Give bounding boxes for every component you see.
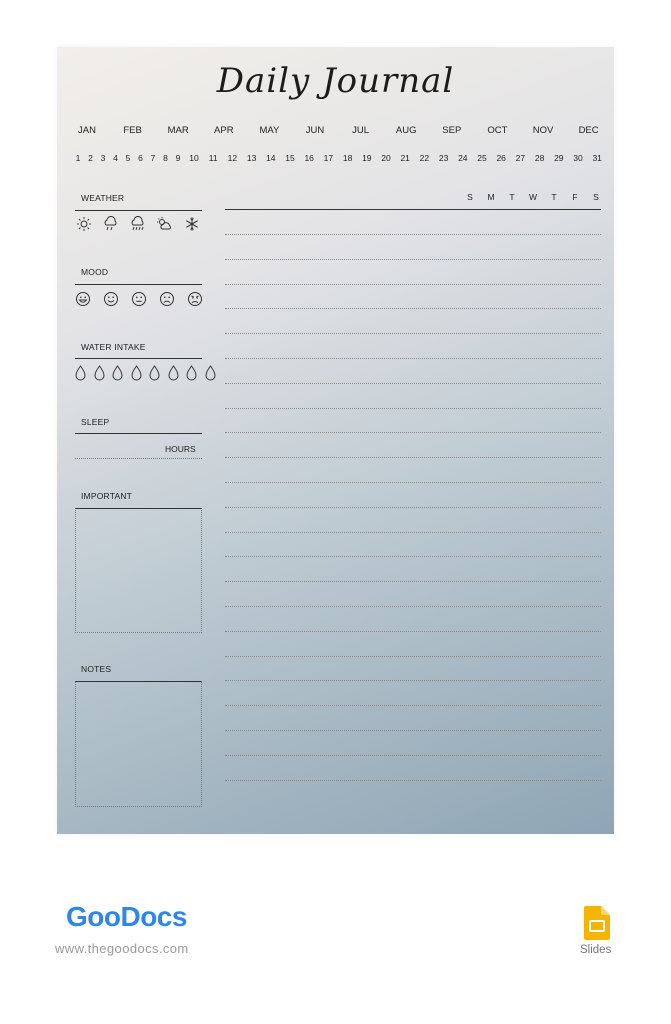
water-drop-icon[interactable] bbox=[149, 365, 160, 381]
notes-label: NOTES bbox=[81, 664, 112, 674]
very-happy-face-icon[interactable] bbox=[75, 291, 91, 307]
journal-line[interactable] bbox=[225, 606, 601, 607]
day-27[interactable]: 27 bbox=[515, 153, 526, 163]
weekday-0[interactable]: S bbox=[467, 192, 473, 202]
sad-face-icon[interactable] bbox=[159, 291, 175, 307]
mood-icons bbox=[75, 291, 203, 307]
journal-line[interactable] bbox=[225, 631, 601, 632]
weekday-5[interactable]: F bbox=[572, 192, 578, 202]
day-25[interactable]: 25 bbox=[477, 153, 487, 163]
day-11[interactable]: 11 bbox=[208, 153, 218, 163]
journal-line[interactable] bbox=[225, 680, 601, 681]
day-12[interactable]: 12 bbox=[227, 153, 238, 163]
water-drops bbox=[75, 365, 216, 381]
journal-line[interactable] bbox=[225, 383, 601, 384]
sun-cloud-icon[interactable] bbox=[156, 216, 174, 232]
month-jan[interactable]: JAN bbox=[78, 125, 96, 136]
weather-icons bbox=[75, 216, 201, 232]
weekday-row bbox=[462, 192, 602, 204]
weekday-4[interactable]: T bbox=[551, 192, 557, 202]
journal-top-line bbox=[225, 209, 601, 210]
important-label: IMPORTANT bbox=[81, 491, 133, 501]
month-feb[interactable]: FEB bbox=[123, 125, 142, 136]
day-13[interactable]: 13 bbox=[246, 153, 257, 163]
month-oct[interactable]: OCT bbox=[487, 125, 508, 136]
angry-face-icon[interactable] bbox=[187, 291, 203, 307]
day-30[interactable]: 30 bbox=[573, 153, 583, 163]
important-box[interactable] bbox=[75, 508, 202, 633]
water-drop-icon[interactable] bbox=[112, 365, 123, 381]
journal-line[interactable] bbox=[225, 457, 601, 458]
month-aug[interactable]: AUG bbox=[395, 125, 417, 136]
month-sep[interactable]: SEP bbox=[442, 125, 462, 136]
day-26[interactable]: 26 bbox=[496, 153, 506, 163]
month-dec[interactable]: DEC bbox=[578, 125, 599, 136]
journal-line[interactable] bbox=[225, 532, 601, 533]
weekday-2[interactable]: T bbox=[509, 192, 515, 202]
day-row bbox=[57, 153, 614, 165]
month-apr[interactable]: APR bbox=[214, 125, 234, 136]
journal-line[interactable] bbox=[225, 581, 601, 582]
journal-line[interactable] bbox=[225, 408, 601, 409]
day-20[interactable]: 20 bbox=[381, 153, 391, 163]
hours-label: HOURS bbox=[165, 444, 196, 454]
day-1[interactable]: 1 bbox=[75, 153, 81, 163]
water-drop-icon[interactable] bbox=[186, 365, 197, 381]
journal-line[interactable] bbox=[225, 308, 601, 309]
weekday-6[interactable]: S bbox=[593, 192, 599, 202]
water-drop-icon[interactable] bbox=[94, 365, 105, 381]
day-9[interactable]: 9 bbox=[175, 153, 181, 163]
journal-line[interactable] bbox=[225, 656, 601, 657]
day-6[interactable]: 6 bbox=[138, 153, 143, 163]
journal-line[interactable] bbox=[225, 284, 601, 285]
mood-divider bbox=[75, 284, 202, 285]
cloud-rain-icon[interactable] bbox=[102, 216, 120, 232]
month-jun[interactable]: JUN bbox=[305, 125, 325, 136]
journal-line[interactable] bbox=[225, 755, 601, 756]
day-16[interactable]: 16 bbox=[304, 153, 314, 163]
day-4[interactable]: 4 bbox=[113, 153, 118, 163]
day-29[interactable]: 29 bbox=[554, 153, 564, 163]
journal-line[interactable] bbox=[225, 730, 601, 731]
weather-divider bbox=[75, 210, 202, 211]
month-row bbox=[57, 125, 614, 139]
website-url: www.thegoodocs.com bbox=[55, 941, 189, 956]
day-3[interactable]: 3 bbox=[100, 153, 106, 163]
month-nov[interactable]: NOV bbox=[532, 125, 554, 136]
slides-label: Slides bbox=[580, 944, 612, 956]
day-7[interactable]: 7 bbox=[150, 153, 156, 163]
neutral-face-icon[interactable] bbox=[131, 291, 147, 307]
day-2[interactable]: 2 bbox=[88, 153, 93, 163]
journal-line[interactable] bbox=[225, 358, 601, 359]
journal-line[interactable] bbox=[225, 259, 601, 260]
day-24[interactable]: 24 bbox=[458, 153, 468, 163]
sun-icon[interactable] bbox=[75, 216, 93, 232]
month-may[interactable]: MAY bbox=[259, 125, 280, 136]
water-divider bbox=[75, 358, 202, 359]
cloud-heavy-rain-icon[interactable] bbox=[129, 216, 147, 232]
day-23[interactable]: 23 bbox=[438, 153, 449, 163]
journal-line[interactable] bbox=[225, 507, 601, 508]
water-drop-icon[interactable] bbox=[205, 365, 216, 381]
google-slides-icon bbox=[584, 906, 610, 940]
month-jul[interactable]: JUL bbox=[352, 125, 370, 136]
notes-box[interactable] bbox=[75, 681, 202, 807]
happy-face-icon[interactable] bbox=[103, 291, 119, 307]
day-10[interactable]: 10 bbox=[189, 153, 199, 163]
journal-line[interactable] bbox=[225, 780, 601, 781]
snowflake-icon[interactable] bbox=[183, 216, 201, 232]
day-5[interactable]: 5 bbox=[125, 153, 131, 163]
day-15[interactable]: 15 bbox=[285, 153, 295, 163]
weekday-1[interactable]: M bbox=[487, 192, 495, 202]
day-19[interactable]: 19 bbox=[362, 153, 372, 163]
water-drop-icon[interactable] bbox=[75, 365, 86, 381]
page-title: Daily Journal bbox=[216, 61, 455, 101]
journal-line[interactable] bbox=[225, 432, 601, 433]
journal-line[interactable] bbox=[225, 482, 601, 483]
journal-page bbox=[57, 47, 614, 834]
day-31[interactable]: 31 bbox=[592, 153, 602, 163]
journal-line[interactable] bbox=[225, 705, 601, 706]
goodocs-logo: GooDocs bbox=[66, 901, 187, 932]
weather-label: WEATHER bbox=[81, 193, 125, 203]
weekday-3[interactable]: W bbox=[528, 192, 538, 202]
journal-line[interactable] bbox=[225, 333, 601, 334]
day-21[interactable]: 21 bbox=[400, 153, 410, 163]
water-drop-icon[interactable] bbox=[131, 365, 142, 381]
sleep-divider bbox=[75, 433, 202, 434]
day-14[interactable]: 14 bbox=[266, 153, 276, 163]
water-drop-icon[interactable] bbox=[168, 365, 179, 381]
sleep-label: SLEEP bbox=[81, 417, 110, 427]
day-18[interactable]: 18 bbox=[342, 153, 353, 163]
day-17[interactable]: 17 bbox=[323, 153, 334, 163]
day-22[interactable]: 22 bbox=[419, 153, 430, 163]
day-28[interactable]: 28 bbox=[534, 153, 545, 163]
journal-line[interactable] bbox=[225, 556, 601, 557]
mood-label: MOOD bbox=[81, 267, 109, 277]
day-8[interactable]: 8 bbox=[163, 153, 168, 163]
sleep-hours-field[interactable] bbox=[75, 458, 202, 459]
journal-line[interactable] bbox=[225, 234, 601, 235]
water-intake-label: WATER INTAKE bbox=[81, 342, 146, 352]
month-mar[interactable]: MAR bbox=[167, 125, 189, 136]
